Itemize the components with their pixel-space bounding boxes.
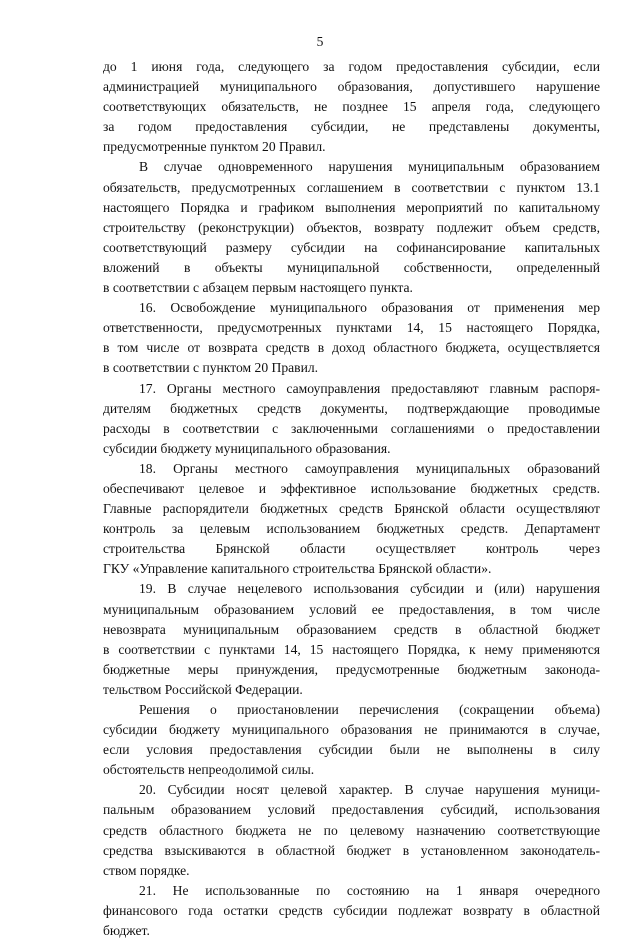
text-line: обеспечивают целевое и эффективное использование бюджетных средств. (103, 480, 600, 496)
page-number: 5 (316, 34, 324, 49)
text-line: предусмотренные пунктом 20 Правил. (103, 139, 326, 155)
text-line: до 1 июня года, следующего за годом предоставления субсидии, если (103, 59, 600, 74)
text-line: строительству (реконструкции) объектов, возврату подлежит объем средств, (103, 219, 600, 235)
text-line: строительства Брянской области осуществляет контроль через (103, 541, 600, 557)
paragraph (103, 579, 600, 700)
text-line: вложений в объекты муниципальной собственности, определенный (103, 259, 600, 275)
text-line: 17. Органы местного самоуправления предоставляют главным распоря- (139, 380, 600, 396)
text-line: 20. Субсидии носят целевой характер. В случае нарушения муници- (139, 782, 600, 798)
text-line: ответственности, предусмотренных пунктами 14, 15 настоящего Порядка, (103, 320, 600, 336)
text-line: бюджет. (103, 923, 150, 939)
paragraph (103, 700, 600, 780)
text-line: если условия предоставления субсидии были не выполнены в силу (103, 742, 600, 758)
text-line: соответствующих обязательств, не позднее 15 апреля года, следующего (103, 99, 600, 115)
text-line: в соответствии с пунктами 14, 15 настоящего Порядка, к нему применяются (103, 641, 600, 657)
text-line: Решения о приостановлении перечисления (сокращении объема) (139, 702, 600, 717)
text-line: 21. Не использованные по состоянию на 1 января очередного (139, 882, 600, 898)
text-line: В случае одновременного нарушения муниципальным образованием (139, 159, 600, 175)
text-line: в соответствии с абзацем первым настоящего пункта. (103, 280, 413, 296)
paragraph (103, 881, 600, 941)
text-line: в том числе от возврата средств в доход областного бюджета, осуществляется (103, 340, 600, 356)
text-line: 16. Освобождение муниципального образования от применения мер (139, 300, 600, 316)
text-line: дителям бюджетных средств документы, подтверждающие проводимые (103, 400, 600, 416)
text-line: в соответствии с пунктом 20 Правил. (103, 360, 319, 376)
text-line: средства взыскиваются в областной бюджет в установленном законодатель- (103, 842, 600, 858)
text-line: бюджетные меры принуждения, предусмотренные бюджетным законода- (103, 661, 600, 677)
paragraph (103, 379, 600, 459)
text-line: средств областного бюджета не по целевому назначению соответствующие (103, 822, 600, 838)
text-line: пальным образованием условий предоставления субсидий, использования (103, 802, 600, 818)
text-line: муниципальным образованием условий ее предоставления, в том числе (103, 601, 600, 617)
text-line: обязательств, предусмотренных соглашением в соответствии с пунктом 13.1 (103, 179, 600, 195)
document-body (103, 57, 600, 941)
text-line: соответствующий размеру субсидии на софинансирование капитальных (103, 239, 600, 255)
text-line: администрацией муниципального образования, допустившего нарушение (103, 79, 600, 95)
text-line: субсидии бюджету муниципального образования не принимаются в случае, (103, 722, 600, 738)
text-line: за годом предоставления субсидии, не представлены документы, (103, 119, 600, 135)
text-line: ГКУ «Управление капитального строительства Брянской области». (103, 561, 492, 577)
paragraph (103, 157, 600, 298)
text-line: настоящего Порядка и графиком выполнения мероприятий по капитальному (103, 199, 600, 215)
text-line: тельством Российской Федерации. (103, 681, 303, 697)
text-line: ством порядке. (103, 862, 190, 878)
text-line: контроль за целевым использованием бюджетных средств. Департамент (103, 521, 600, 537)
text-line: 19. В случае нецелевого использования субсидии и (или) нарушения (139, 581, 600, 597)
paragraph (103, 57, 600, 157)
text-line: финансового года остатки средств субсидии подлежат возврату в областной (103, 902, 600, 918)
text-line: субсидии бюджету муниципального образования. (103, 440, 391, 456)
text-line: Главные распорядители бюджетных средств Брянской области осуществляют (103, 501, 600, 517)
paragraph (103, 459, 600, 580)
paragraph (103, 780, 600, 880)
text-line: обстоятельств непреодолимой силы. (103, 762, 315, 778)
text-line: невозврата муниципальным образованием средств в областной бюджет (103, 621, 600, 637)
paragraph (103, 298, 600, 378)
text-line: 18. Органы местного самоуправления муниципальных образований (139, 460, 600, 476)
text-line: расходы в соответствии с заключенными соглашениями о предоставлении (103, 420, 600, 436)
